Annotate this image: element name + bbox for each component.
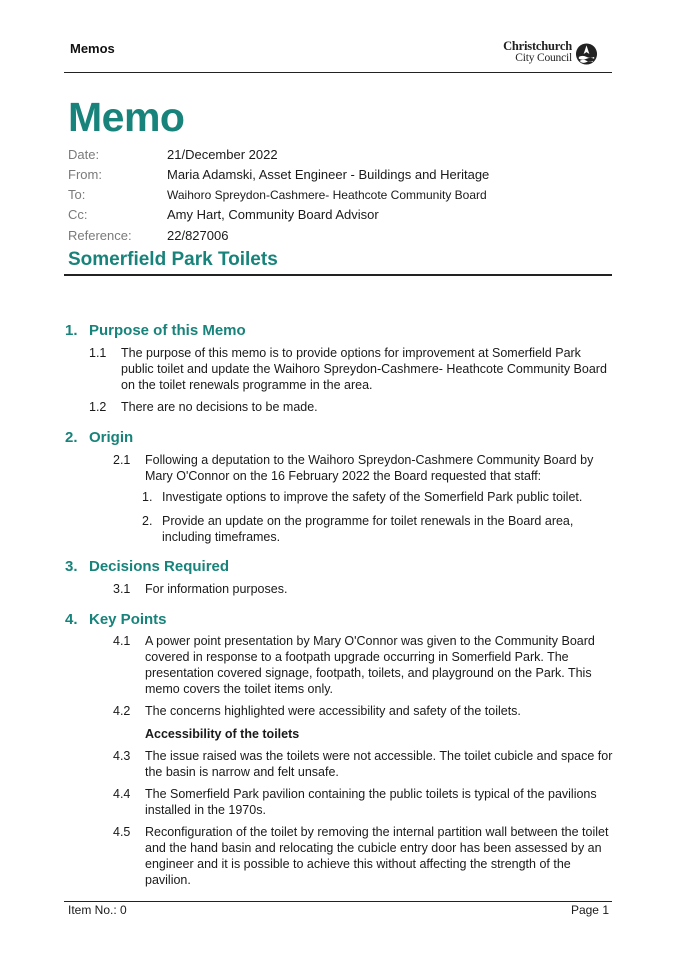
paragraph-number: 4.4: [113, 787, 131, 801]
list-item-text: Investigate options to improve the safety of the Somerfield Park public toilet.: [162, 490, 583, 504]
section-number: 3.: [65, 558, 78, 575]
paragraph-text: The purpose of this memo is to provide options for improvement at Somerfield Park public toilet and update the Waihoro Spreydon-Cashmere- Heathcote Community Board on the toilet renewals programme in the area.: [121, 346, 607, 392]
paragraph-number: 2.1: [113, 453, 131, 467]
paragraph-number: 1.2: [89, 400, 107, 414]
meta-date-label: Date:: [68, 147, 100, 162]
meta-reference-row: [68, 227, 608, 245]
section-number: 4.: [65, 611, 78, 628]
list-item-number: 1.: [142, 490, 153, 504]
section-number: 1.: [65, 322, 78, 339]
footer-page-number: Page 1: [570, 903, 609, 917]
meta-date-value: 21/December 2022: [167, 147, 278, 162]
meta-cc-label: Cc:: [68, 207, 88, 222]
paragraph-text: For information purposes.: [145, 582, 288, 596]
meta-to-row: [68, 186, 608, 204]
meta-from-value: Maria Adamski, Asset Engineer - Buildings and Heritage: [167, 167, 490, 182]
paragraph-number: 4.1: [113, 634, 131, 648]
meta-cc-row: [68, 206, 608, 224]
section-number: 2.: [65, 429, 78, 446]
list-item-text: Provide an update on the programme for toilet renewals in the Board area, including timeframes.: [162, 514, 574, 544]
footer-item-number: Item No.: 0: [68, 903, 127, 917]
paragraph-text: A power point presentation by Mary O'Connor was given to the Community Board covered in response to a footpath upgrade occurring in Somerfield Park. The presentation covered signage, footpath, toilets, and playground on the Park. This memo covers the toilet items only.: [145, 634, 595, 696]
paragraph-text: The concerns highlighted were accessibility and safety of the toilets.: [145, 704, 521, 718]
meta-reference-label: Reference:: [68, 228, 132, 243]
section-title: Decisions Required: [89, 558, 230, 575]
council-logo: [498, 40, 602, 68]
meta-cc-value: Amy Hart, Community Board Advisor: [167, 207, 379, 222]
council-emblem-icon: [575, 42, 598, 66]
subject-divider: [64, 274, 612, 276]
header-divider: [64, 72, 612, 73]
meta-to-label: To:: [68, 187, 86, 202]
paragraph-number: 4.3: [113, 749, 131, 763]
paragraph-number: 4.2: [113, 704, 131, 718]
list-item-number: 2.: [142, 514, 153, 528]
paragraph-text: The issue raised was the toilets were not accessible. The toilet cubicle and space for the basin is narrow and felt unsafe.: [145, 749, 613, 779]
paragraph-text: Reconfiguration of the toilet by removing the internal partition wall between the toilet and the hand basin and relocating the cubicle entry door has been assessed by an engineer and it is possible to achieve this without affecting the strength of the pavilion.: [145, 825, 609, 887]
meta-from-row: [68, 166, 608, 184]
meta-to-value: Waihoro Spreydon-Cashmere- Heathcote Community Board: [167, 188, 487, 202]
section-title: Key Points: [89, 611, 167, 628]
section-title: Purpose of this Memo: [89, 322, 246, 339]
meta-date-row: [68, 146, 608, 164]
paragraph-number: 3.1: [113, 582, 131, 596]
footer-divider: [64, 901, 612, 902]
meta-reference-value: 22/827006: [167, 228, 229, 243]
logo-line1: Christchurch: [503, 39, 572, 53]
paragraph-text: There are no decisions to be made.: [121, 400, 318, 414]
paragraph-text: Following a deputation to the Waihoro Spreydon-Cashmere Community Board by Mary O'Connor on the 16 February 2022 the Board requested that staff:: [145, 453, 594, 483]
paragraph-number: 1.1: [89, 346, 107, 360]
memo-subject: Somerfield Park Toilets: [68, 249, 278, 270]
header-label: Memos: [70, 41, 115, 56]
memo-title: Memo: [68, 94, 185, 140]
section-title: Origin: [89, 429, 134, 446]
subheading: Accessibility of the toilets: [145, 727, 300, 741]
paragraph-number: 4.5: [113, 825, 131, 839]
logo-line2: City Council: [515, 52, 572, 64]
meta-from-label: From:: [68, 167, 102, 182]
paragraph-text: The Somerfield Park pavilion containing the public toilets is typical of the pavilions installed in the 1970s.: [145, 787, 597, 817]
